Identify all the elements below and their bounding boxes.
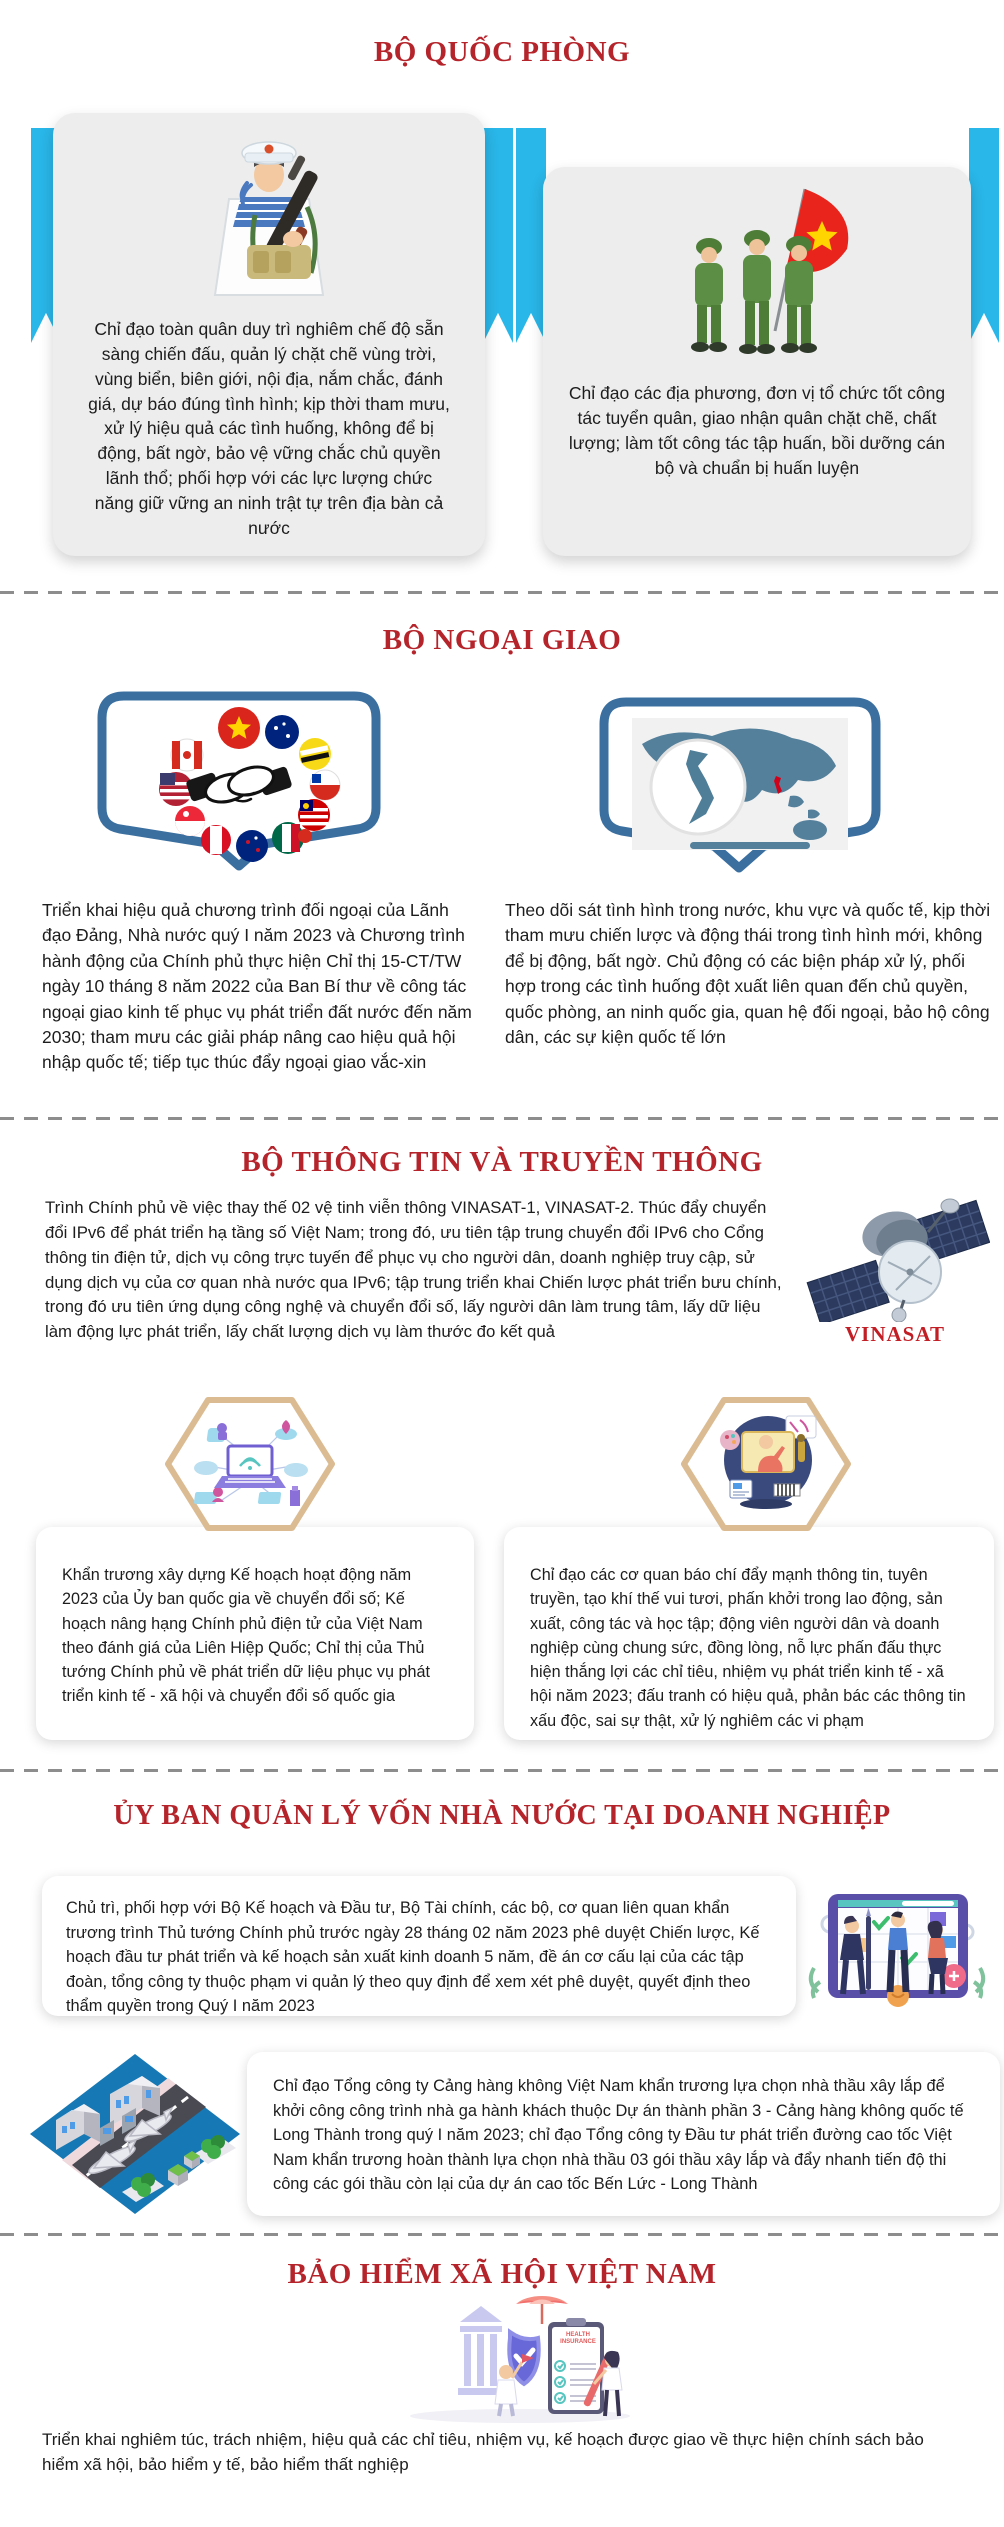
defense-card-left: [53, 113, 485, 556]
thong-tin-intro-text: Trình Chính phủ về việc thay thế 02 vệ tinh viễn thông VINASAT-1, VINASAT-2. Thúc đẩy chuyển đổi IPv6 để phát triển hạ tầng số Việt Nam; trong đó, ưu tiên tập trung chuyển đổi IPv6 cho Cổng thông tin điện tử, dịch vụ công trực tuyến để phục vụ cho người dân, doanh nghiệp truy cập, sử dụng dịch vụ của cơ quan nhà nước qua IPv6; tập trung triển khai Chiến lược phát triển bưu chính, trong đó ưu tiên ứng dụng công nghệ và chuyển đổi số, lấy người dân làm trung tâm, lấy dữ liệu làm động lực phát triển, lấy chất lượng dịch vụ làm thước đo kết quả: [45, 1198, 782, 1342]
ngoai-giao-left-text: Triển khai hiệu quả chương trình đối ngoại của Lãnh đạo Đảng, Nhà nước quý I năm 2023 và Chương trình hành động của Chính phủ thực hiện Chỉ thị 15-CT/TW ngày 10 tháng 8 năm 2022 của Ban Bí thư về công tác ngoại giao kinh tế phục vụ phát triển đất nước đến năm 2030; tham mưu các giải pháp nâng cao hiệu quả hội nhập quốc tế; tiếp tục thúc đẩy ngoại giao vắc-xin: [42, 900, 472, 1073]
uy-ban-box1-text: Chủ trì, phối hợp với Bộ Kế hoạch và Đầu tư, Bộ Tài chính, các bộ, cơ quan liên quan khẩn trương trình Thủ tướng Chính phủ trước ngày 28 tháng 02 năm 2023 phê duyệt Chiến lược, Kế hoạch đầu tư phát triển và kế hoạch sản xuất kinh doanh 5 năm, đề án cơ cấu lại của các tập đoàn, tổng công ty thuộc phạm vi quản lý theo quy định để xem xét phê duyệt, quyết định theo thẩm quyền trong Quý I năm 2023: [66, 1899, 760, 2016]
vinasat-label: VINASAT: [845, 1322, 945, 1346]
section-title-thong-tin: BỘ THÔNG TIN VÀ TRUYỀN THÔNG: [241, 1146, 763, 1178]
ngoai-giao-right-text: Theo dõi sát tình hình trong nước, khu vực và quốc tế, kịp thời tham mưu chiến lược và động thái trong tình hình mới, không để bị động, bất ngờ. Chủ động có các biện pháp xử lý, phối hợp trong các tình huống đột xuất liên quan đến chủ quyền, quốc phòng, an ninh quốc gia, quan hệ đối ngoại, bảo hộ công dân, các sự kiện quốc tế lớn: [505, 900, 991, 1047]
section-title-ngoai-giao: BỘ NGOẠI GIAO: [382, 624, 622, 656]
insurance-illustration: [398, 2294, 642, 2426]
thong-tin-box-right: [504, 1527, 994, 1740]
uy-ban-box-2: [247, 2052, 1000, 2216]
digital-network-icon: [162, 1388, 338, 1540]
thong-tin-box-left: [36, 1527, 474, 1740]
ribbon-decoration: [516, 128, 546, 343]
dashed-divider: [0, 1117, 1004, 1120]
section-title-bao-hiem: BẢO HIỂM XÃ HỘI VIỆT NAM: [287, 2258, 717, 2290]
media-broadcast-icon: [678, 1388, 854, 1540]
dashed-divider: [0, 2233, 1004, 2236]
world-map-icon: [594, 692, 886, 888]
defense-card-left-text: Chỉ đạo toàn quân duy trì nghiêm chế độ sẵn sàng chiến đấu, quản lý chặt chẽ vùng trời, vùng biển, biên giới, nội địa, nắm chắc, đánh giá, dự báo đúng tình hình; kịp thời tham mưu, xử lý hiệu quả các tình huống, không để bị động, bất ngờ, bảo vệ vững chắc chủ quyền lãnh thổ; phối hợp với các lực lượng chức năng giữ vững an ninh trật tự trên địa bàn cả nước: [88, 319, 450, 538]
satellite-icon: [800, 1192, 990, 1322]
bao-hiem-text: Triển khai nghiêm túc, trách nhiệm, hiệu quả các chỉ tiêu, nhiệm vụ, kế hoạch được giao về thực hiện chính sách bảo hiểm xã hội, bảo hiểm y tế, bảo hiểm thất nghiệp: [42, 2430, 924, 2474]
flags-handshake-icon: [92, 686, 386, 888]
defense-card-right-text: Chỉ đạo các địa phương, đơn vị tổ chức tốt công tác tuyển quân, giao nhận quân chặt chẽ, chất lượng; làm tốt công tác tập huấn, bồi dưỡng cán bộ và chuẩn bị huấn luyện: [568, 383, 946, 478]
sailor-illustration: [189, 127, 349, 309]
thong-tin-box-left-text: Khẩn trương xây dựng Kế hoạch hoạt động năm 2023 của Ủy ban quốc gia về chuyển đổi số; Kế hoạch nâng hạng Chính phủ điện tử của Việt Nam theo đánh giá của Liên Hiệp Quốc; Chỉ thị của Thủ tướng Chính phủ về phát triển dữ liệu phục vụ phát triển kinh tế - xã hội và chuyển đổi số quốc gia: [62, 1566, 430, 1706]
section-title-quoc-phong: BỘ QUỐC PHÒNG: [373, 36, 631, 68]
planning-board-illustration: [806, 1872, 988, 2020]
defense-card-right: [543, 167, 971, 556]
dashed-divider: [0, 591, 1004, 594]
airport-illustration: [26, 2050, 244, 2218]
ribbon-decoration: [969, 128, 999, 343]
thong-tin-box-right-text: Chỉ đạo các cơ quan báo chí đẩy mạnh thông tin, tuyên truyền, tạo khí thế vui tươi, phấn khởi trong lao động, sản xuất, công tác và học tập; động viên người dân và doanh nghiệp cùng chung sức, đồng lòng, nỗ lực phấn đấu thực hiện thắng lợi các chỉ tiêu, nhiệm vụ phát triển kinh tế - xã hội năm 2023; đấu tranh có hiệu quả, phản bác các thông tin xấu độc, sai sự thật, xử lý nghiêm các vi phạm: [530, 1566, 966, 1730]
soldiers-flag-illustration: [647, 181, 867, 371]
uy-ban-box2-text: Chỉ đạo Tổng công ty Cảng hàng không Việt Nam khẩn trương lựa chọn nhà thầu xây lắp để khởi công công trình nhà ga hành khách thuộc Dự án thành phần 3 - Cảng hàng không quốc tế Long Thành trong quý I năm 2023; chỉ đạo Tổng công ty Đầu tư phát triển đường cao tốc Việt Nam khẩn trương hoàn thành lựa chọn nhà thầu 03 gói thầu xây lắp và đẩy nhanh tiến độ thi công các gói thầu còn lại của dự án cao tốc Bến Lức - Long Thành: [273, 2077, 964, 2194]
uy-ban-box-1: [42, 1876, 796, 2016]
bank-building: [458, 2306, 504, 2395]
health-insurance-label: HEALTH INSURANCE: [560, 2332, 596, 2345]
dashed-divider: [0, 1769, 1004, 1772]
ribbon-decoration: [483, 128, 513, 343]
section-title-uy-ban: ỦY BAN QUẢN LÝ VỐN NHÀ NƯỚC TẠI DOANH NGHIỆP: [113, 1800, 891, 1831]
